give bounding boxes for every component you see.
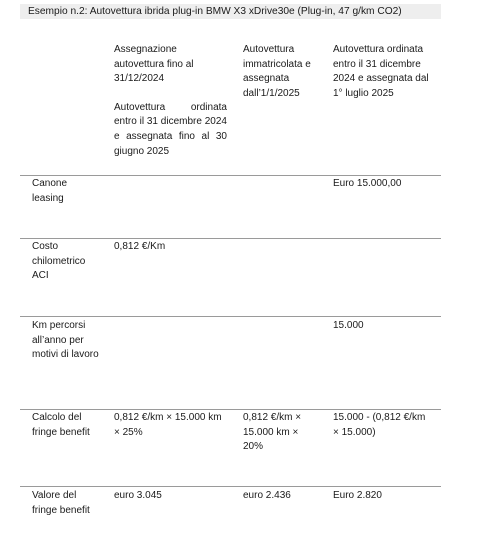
row-label-km: Km percorsi all’anno per motivi di lavoro xyxy=(32,320,99,361)
row-divider xyxy=(20,409,441,410)
header-col2 xyxy=(114,43,227,159)
row-calcolo-col4: 15.000 - (0,812 €/km × 15.000) xyxy=(333,412,426,438)
row-calcolo-col3: 0,812 €/km × 15.000 km × 20% xyxy=(243,412,302,453)
header-col2-line1: Assegnazione autovettura fino al 31/12/2024 xyxy=(114,44,194,85)
header-col2-line2: Autovettura ordinata entro il 31 dicembre 2024 e assegnata fino al 30 giugno 2025 xyxy=(114,101,227,157)
row-divider xyxy=(20,238,441,239)
row-label-costo: Costo chilometrico ACI xyxy=(32,241,86,282)
row-divider xyxy=(20,175,441,176)
row-valore-col4: Euro 2.820 xyxy=(333,490,382,501)
row-costo-col2: 0,812 €/Km xyxy=(114,241,166,252)
row-label-calcolo: Calcolo del fringe benefit xyxy=(32,412,90,438)
row-calcolo-col2: 0,812 €/km × 15.000 km × 25% xyxy=(114,412,222,438)
row-valore-col2: euro 3.045 xyxy=(114,490,162,501)
example-caption: Esempio n.2: Autovettura ibrida plug-in BMW X3 xDrive30e (Plug-in, 47 g/km CO2) xyxy=(20,4,441,19)
row-label-valore: Valore del fringe benefit xyxy=(32,490,90,516)
row-divider xyxy=(20,316,441,317)
row-divider xyxy=(20,486,441,487)
row-canone-col4: Euro 15.000,00 xyxy=(333,178,402,189)
header-col3: Autovettura immatricolata e assegnata dall’1/1/2025 xyxy=(243,44,311,99)
row-km-col4: 15.000 xyxy=(333,320,364,331)
row-valore-col3: euro 2.436 xyxy=(243,490,291,501)
header-col4: Autovettura ordinata entro il 31 dicembre 2024 e assegnata dal 1° luglio 2025 xyxy=(333,44,429,99)
row-label-canone: Canone leasing xyxy=(32,178,68,204)
